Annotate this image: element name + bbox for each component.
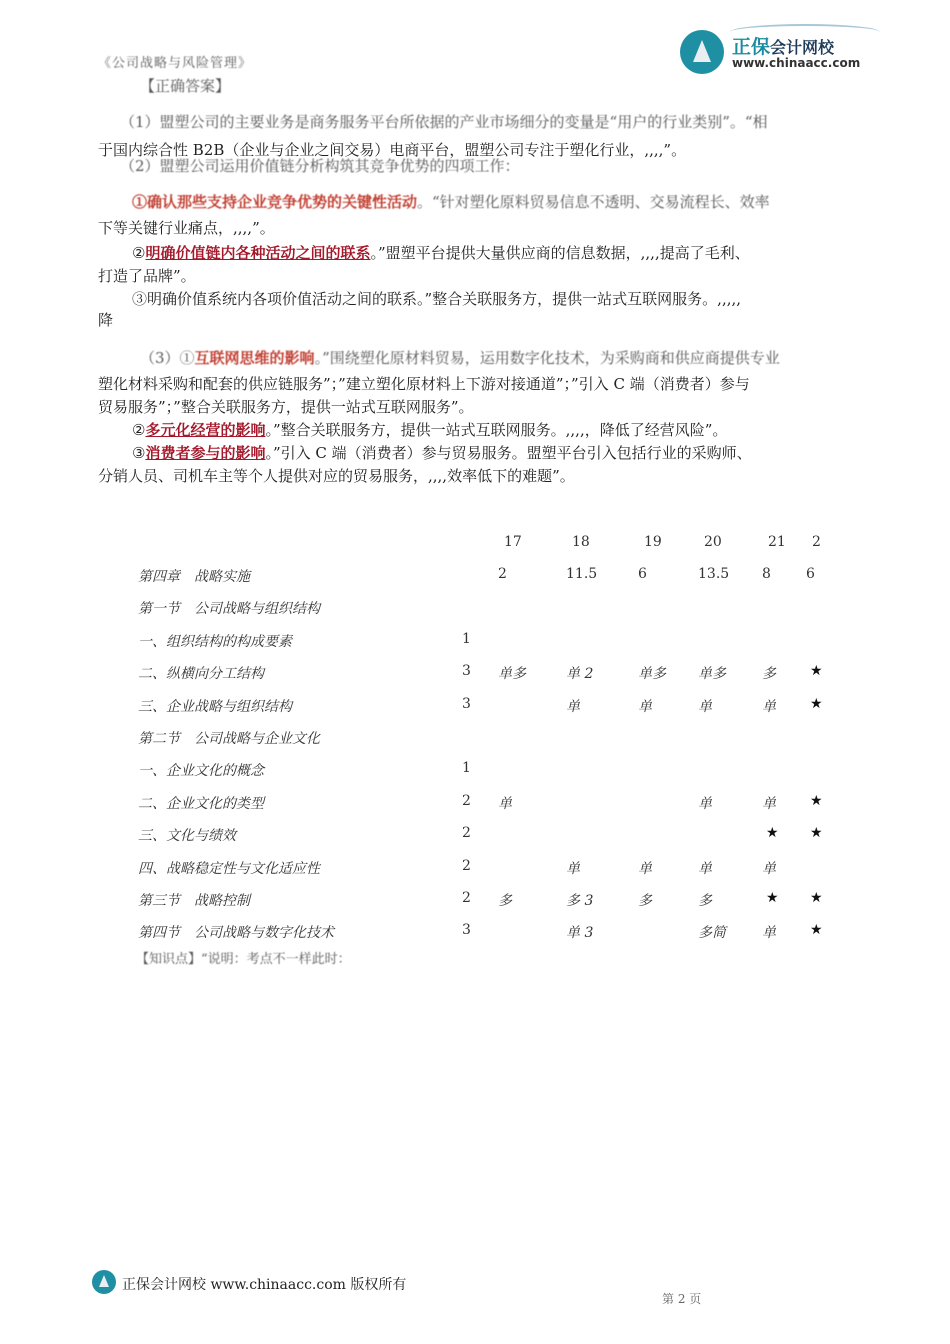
table-row-level: 1 — [462, 760, 471, 776]
answer-line-10: （3）①互联网思维的影响。”围绕塑化原材料贸易，运用数字化技术，为采购商和供应商提供专业 — [140, 349, 780, 367]
table-cell: 多 — [498, 893, 512, 909]
table-row-label: 第四章 战略实施 — [138, 569, 250, 585]
footer-copyright: 正保会计网校 www.chinaacc.com 版权所有 — [122, 1277, 407, 1293]
table-row-label: 第四节 公司战略与数字化技术 — [138, 925, 334, 941]
table-cell: 多 3 — [566, 893, 594, 909]
table-row-label: 二、纵横向分工结构 — [138, 666, 264, 682]
year-header: 17 — [504, 534, 522, 550]
table-row-level: 1 — [462, 631, 471, 647]
answer-heading: 【正确答案】 — [140, 77, 231, 95]
table-row-level: 2 — [462, 858, 471, 874]
answer-line-9: 降 — [98, 311, 114, 329]
table-cell: 单多 — [638, 666, 666, 682]
table-row-label: 三、企业战略与组织结构 — [138, 699, 292, 715]
highlight-value-chain-links: 明确价值链内各种活动之间的联系 — [145, 244, 371, 262]
table-cell: 单 2 — [566, 666, 594, 682]
table-cell: 13.5 — [698, 566, 730, 582]
table-row-level: 3 — [462, 663, 471, 679]
table-cell: 多 — [698, 893, 712, 909]
table-row-label: 一、企业文化的概念 — [138, 763, 264, 779]
key-point-star-icon: ★ — [810, 696, 823, 712]
year-header: 19 — [644, 534, 662, 550]
logo-url: www.chinaacc.com — [732, 56, 861, 70]
key-point-star-icon: ★ — [810, 922, 823, 938]
answer-line-15: 分销人员、司机车主等个人提供对应的贸易服务，,,,,效率低下的难题”。 — [98, 467, 575, 485]
table-row-level: 2 — [462, 825, 471, 841]
table-row-label: 二、企业文化的类型 — [138, 796, 264, 812]
footer-logo-icon — [92, 1270, 116, 1294]
table-row-label: 第一节 公司战略与组织结构 — [138, 601, 320, 617]
table-cell: 单 — [762, 925, 776, 941]
table-cell: 单 — [638, 861, 652, 877]
year-header: 21 — [768, 534, 786, 550]
answer-line-4: ①确认那些支持企业竞争优势的关键性活动。“针对塑化原料贸易信息不透明、交易流程长、效率 — [132, 193, 770, 211]
answer-line-13: ②多元化经营的影响。”整合关联服务方，提供一站式互联网服务。,,,,，降低了经营风险”。 — [132, 421, 728, 439]
answer-line-7: 打造了品牌”。 — [98, 267, 196, 285]
table-cell: 多简 — [698, 925, 726, 941]
answer-line-2: 于国内综合性 B2B（企业与企业之间交易）电商平台，盟塑公司专注于塑化行业，,,,,”。 — [98, 141, 687, 159]
table-row-label: 一、组织结构的构成要素 — [138, 634, 292, 650]
table-cell: 多 — [638, 893, 652, 909]
table-cell: 单 — [566, 861, 580, 877]
table-cell: 6 — [638, 566, 647, 582]
answer-line-5: 下等关键行业痛点，,,,,”。 — [98, 219, 275, 237]
answer-line-11: 塑化材料采购和配套的供应链服务”；”建立塑化原材料上下游对接通道”；”引入 C 端（消费者）参与 — [98, 375, 750, 393]
table-cell: 11.5 — [566, 566, 598, 582]
page-number: 第 2 页 — [662, 1292, 702, 1306]
table-cell: 8 — [762, 566, 771, 582]
table-row-label: 四、战略稳定性与文化适应性 — [138, 861, 320, 877]
logo-brand-name: 正保会计网校 — [732, 36, 835, 58]
key-point-star-icon: ★ — [810, 825, 823, 841]
table-cell: 2 — [498, 566, 507, 582]
table-cell: 单 — [762, 699, 776, 715]
table-cell: 单 — [498, 796, 512, 812]
table-cell: 单 — [638, 699, 652, 715]
table-cell: 单 — [698, 796, 712, 812]
highlight-consumer-participation: 消费者参与的影响 — [145, 444, 266, 462]
table-row-label: 三、文化与绩效 — [138, 828, 236, 844]
table-cell: 单 — [698, 861, 712, 877]
table-cell: 单 — [762, 796, 776, 812]
table-cell: 单多 — [698, 666, 726, 682]
table-cell: 单 — [698, 699, 712, 715]
table-row-level: 3 — [462, 922, 471, 938]
brand-logo — [680, 30, 880, 78]
table-row-level: 3 — [462, 696, 471, 712]
table-row-level: 2 — [462, 793, 471, 809]
answer-line-14: ③消费者参与的影响。”引入 C 端（消费者）参与贸易服务。盟塑平台引入包括行业的采购师、 — [132, 444, 752, 462]
year-header: 20 — [704, 534, 722, 550]
table-cell: 6 — [806, 566, 815, 582]
answer-line-8: ③明确价值系统内各项价值活动之间的联系。”整合关联服务方，提供一站式互联网服务。,,,,, — [132, 290, 742, 308]
key-point-star-icon: ★ — [810, 663, 823, 679]
table-cell: 单 — [762, 861, 776, 877]
document-header-title: 《公司战略与风险管理》 — [98, 56, 253, 71]
key-point-star-icon: ★ — [810, 793, 823, 809]
answer-line-6: ②明确价值链内各种活动之间的联系。”盟塑平台提供大量供应商的信息数据，,,,,提高了毛利、 — [132, 244, 750, 262]
year-header: 2 — [812, 534, 821, 550]
year-header: 18 — [572, 534, 590, 550]
answer-line-12: 贸易服务”；”整合关联服务方，提供一站式互联网服务”。 — [98, 398, 474, 416]
table-cell: 单 3 — [566, 925, 594, 941]
table-row-label: 第三节 战略控制 — [138, 893, 250, 909]
key-point-star-icon: ★ — [810, 890, 823, 906]
table-cell: 单多 — [498, 666, 526, 682]
table-cell: 单 — [566, 699, 580, 715]
key-point-star-icon: ★ — [766, 825, 779, 841]
table-cell: 多 — [762, 666, 776, 682]
table-row-level: 2 — [462, 890, 471, 906]
answer-line-1: （1）盟塑公司的主要业务是商务服务平台所依据的产业市场细分的变量是“用户的行业类别”。“相 — [120, 113, 768, 131]
logo-icon — [680, 30, 724, 74]
table-row-label: 第二节 公司战略与企业文化 — [138, 731, 320, 747]
answer-line-3: （2）盟塑公司运用价值链分析构筑其竞争优势的四项工作： — [120, 157, 520, 175]
key-point-star-icon: ★ — [766, 890, 779, 906]
table-trailing-note: 【知识点】“说明：考点不一样此时： — [136, 952, 351, 967]
highlight-diversification: 多元化经营的影响 — [145, 421, 266, 439]
